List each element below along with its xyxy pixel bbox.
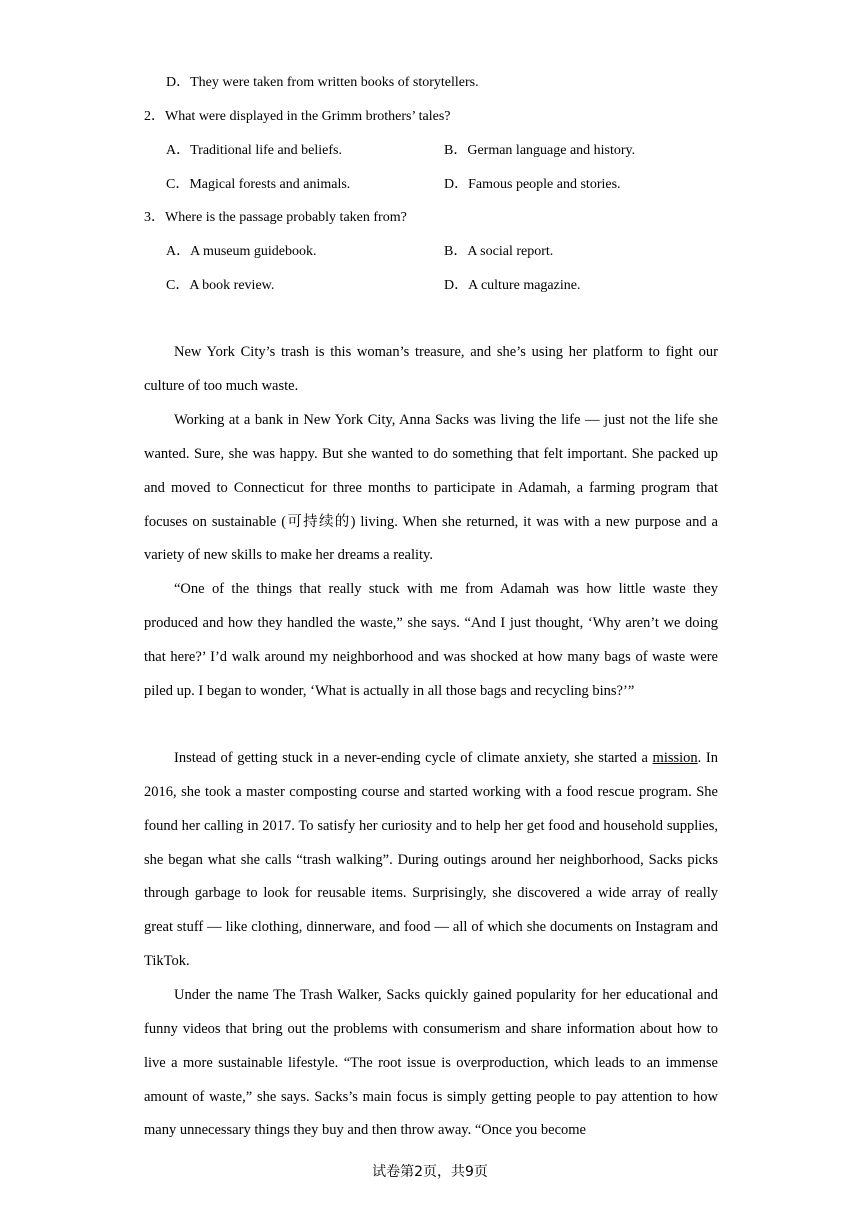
underlined-word-mission: mission (652, 750, 698, 766)
q2-option-b: B．German language and history. (444, 143, 636, 158)
passage-paragraph-2: Working at a bank in New York City, Anna Sacks was living the life — just not the life she wanted. Sure, she was happy. But she wanted to do something that felt important. She packed up and moved to Connecticut for three months to participate in Adamah, a farming program that focuses on sustainable (可持续的) living. When she returned, it was with a new purpose and a variety of new skills to make her dreams a reality. (144, 412, 718, 564)
q2-stem: 2．What were displayed in the Grimm brothers’ tales? (144, 109, 451, 124)
q3-option-b: B．A social report. (444, 244, 554, 259)
q3-stem: 3．Where is the passage probably taken from? (144, 210, 407, 225)
q3-option-c: C．A book review. (166, 278, 275, 293)
passage-paragraph-4 (144, 742, 718, 979)
q2-option-d: D．Famous people and stories. (444, 177, 621, 192)
page-footer: 试卷第2页，共9页 (372, 1164, 488, 1180)
q3-option-d: D．A culture magazine. (444, 278, 581, 293)
passage-paragraph-3: “One of the things that really stuck with me from Adamah was how little waste they produced and how they handled the waste,” she says. “And I just thought, ‘Why aren’t we doing that here?’ I’d walk around my neighborhood and was shocked at how many bags of waste were piled up. I began to wonder, ‘What is actually in all those bags and recycling bins?’” (144, 581, 718, 699)
q2-option-a: A．Traditional life and beliefs. (166, 143, 343, 158)
passage-paragraph-5: Under the name The Trash Walker, Sacks quickly gained popularity for her educational and funny videos that bring out the problems with consumerism and share information about how to live a more sustainable lifestyle. “The root issue is overproduction, which leads to an immense amount of waste,” she says. Sacks’s main focus is simply getting people to pay attention to how many unnecessary things they buy and then throw away. “Once you become (144, 987, 718, 1139)
q1-option-d: D．They were taken from written books of storytellers. (166, 75, 479, 90)
paragraph-4-text-start: Instead of getting stuck in a never-ending cycle of climate anxiety, she started a (174, 750, 653, 766)
paragraph-4-text-end: . In 2016, she took a master composting course and started working with a food rescue program. She found her calling in 2017. To satisfy her curiosity and to help her get food and household supplies, she began what she calls “trash walking”. During outings around her neighborhood, Sacks picks through garbage to look for reusable items. Surprisingly, she discovered a wide array of really great stuff — like clothing, dinnerware, and food — all of which she documents on Instagram and TikTok. (144, 750, 718, 970)
q3-option-a: A．A museum guidebook. (166, 244, 317, 259)
q2-option-c: C．Magical forests and animals. (166, 177, 351, 192)
passage-paragraph-1: New York City’s trash is this woman’s treasure, and she’s using her platform to fight our culture of too much waste. (144, 344, 718, 394)
